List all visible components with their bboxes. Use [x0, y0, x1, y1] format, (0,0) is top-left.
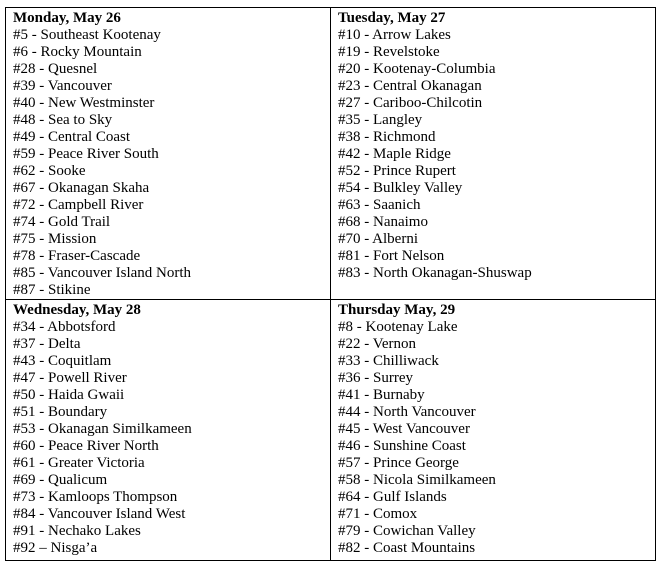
day-cell-monday [6, 8, 331, 300]
district-item: #60 - Peace River North [13, 438, 159, 454]
district-item: #62 - Sooke [13, 163, 86, 179]
district-item: #92 – Nisga’a [13, 540, 98, 556]
district-item: #8 - Kootenay Lake [338, 319, 458, 335]
district-item: #43 - Coquitlam [13, 353, 112, 369]
district-item: #39 - Vancouver [13, 78, 112, 94]
district-item: #87 - Stikine [13, 282, 91, 298]
district-item: #69 - Qualicum [13, 472, 108, 488]
district-item: #44 - North Vancouver [338, 404, 476, 420]
district-item: #28 - Quesnel [13, 61, 98, 77]
district-item: #74 - Gold Trail [13, 214, 111, 230]
day-heading-wednesday: Wednesday, May 28 [13, 302, 141, 318]
day-cell-thursday [331, 300, 656, 561]
district-item: #5 - Southeast Kootenay [13, 27, 161, 43]
district-item: #40 - New Westminster [13, 95, 155, 111]
district-item: #81 - Fort Nelson [338, 248, 445, 264]
district-item: #27 - Cariboo-Chilcotin [338, 95, 483, 111]
schedule-row-1 [6, 8, 656, 300]
district-item: #52 - Prince Rupert [338, 163, 456, 179]
day-heading-monday: Monday, May 26 [13, 10, 121, 26]
district-item: #64 - Gulf Islands [338, 489, 447, 505]
district-item: #35 - Langley [338, 112, 423, 128]
district-item: #47 - Powell River [13, 370, 127, 386]
district-item: #34 - Abbotsford [13, 319, 116, 335]
district-item: #67 - Okanagan Skaha [13, 180, 150, 196]
district-item: #48 - Sea to Sky [13, 112, 113, 128]
district-item: #50 - Haida Gwaii [13, 387, 125, 403]
district-item: #91 - Nechako Lakes [13, 523, 141, 539]
district-item: #20 - Kootenay-Columbia [338, 61, 496, 77]
day-cell-tuesday [331, 8, 656, 300]
day-cell-wednesday [6, 300, 331, 561]
district-item: #72 - Campbell River [13, 197, 144, 213]
district-item: #22 - Vernon [338, 336, 417, 352]
district-item: #57 - Prince George [338, 455, 459, 471]
district-list-tuesday [338, 27, 655, 282]
district-list-monday [13, 27, 330, 299]
district-item: #58 - Nicola Similkameen [338, 472, 496, 488]
district-item: #71 - Comox [338, 506, 418, 522]
day-heading-tuesday: Tuesday, May 27 [338, 10, 446, 26]
district-list-thursday [338, 319, 655, 557]
district-item: #59 - Peace River South [13, 146, 159, 162]
district-item: #54 - Bulkley Valley [338, 180, 463, 196]
district-item: #82 - Coast Mountains [338, 540, 476, 556]
district-item: #46 - Sunshine Coast [338, 438, 466, 454]
district-item: #38 - Richmond [338, 129, 436, 145]
district-item: #49 - Central Coast [13, 129, 131, 145]
district-item: #33 - Chilliwack [338, 353, 439, 369]
schedule-table [5, 7, 656, 561]
district-item: #68 - Nanaimo [338, 214, 428, 230]
district-item: #70 - Alberni [338, 231, 418, 247]
district-item: #84 - Vancouver Island West [13, 506, 186, 522]
district-item: #51 - Boundary [13, 404, 108, 420]
schedule-row-2 [6, 300, 656, 561]
district-item: #19 - Revelstoke [338, 44, 440, 60]
district-item: #75 - Mission [13, 231, 97, 247]
district-item: #41 - Burnaby [338, 387, 425, 403]
district-item: #78 - Fraser-Cascade [13, 248, 141, 264]
district-item: #79 - Cowichan Valley [338, 523, 476, 539]
district-item: #6 - Rocky Mountain [13, 44, 142, 60]
day-heading-thursday: Thursday May, 29 [338, 302, 456, 318]
district-item: #37 - Delta [13, 336, 81, 352]
district-item: #45 - West Vancouver [338, 421, 470, 437]
district-list-wednesday [13, 319, 330, 557]
district-item: #23 - Central Okanagan [338, 78, 482, 94]
district-item: #42 - Maple Ridge [338, 146, 451, 162]
district-item: #61 - Greater Victoria [13, 455, 145, 471]
district-item: #36 - Surrey [338, 370, 413, 386]
district-item: #63 - Saanich [338, 197, 421, 213]
district-item: #85 - Vancouver Island North [13, 265, 192, 281]
district-item: #53 - Okanagan Similkameen [13, 421, 192, 437]
district-item: #10 - Arrow Lakes [338, 27, 451, 43]
district-item: #73 - Kamloops Thompson [13, 489, 178, 505]
district-item: #83 - North Okanagan-Shuswap [338, 265, 532, 281]
